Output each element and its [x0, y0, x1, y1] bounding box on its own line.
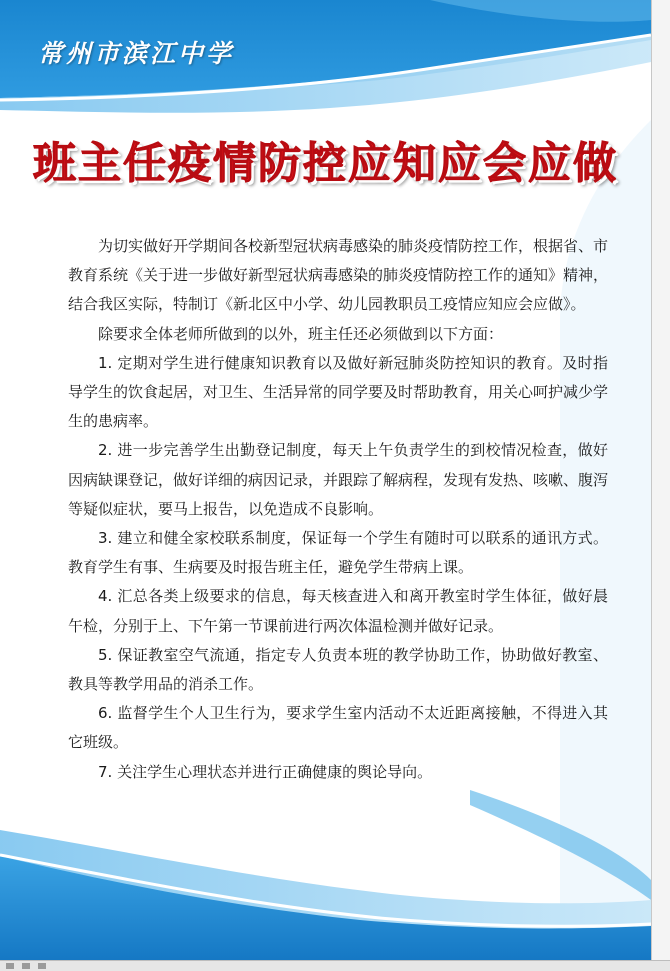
scroll-thumb[interactable]	[22, 963, 30, 969]
paragraph-intro: 为切实做好开学期间各校新型冠状病毒感染的肺炎疫情防控工作，根据省、市教育系统《关于进一步做好新型冠状病毒感染的肺炎疫情防控工作的通知》精神，结合我区实际，特制订《新北区中小学、幼儿园教职员工疫情应知应会应做》。	[68, 237, 609, 314]
scroll-thumb[interactable]	[38, 963, 46, 969]
page-title: 班主任疫情防控应知应会应做	[33, 139, 618, 189]
paragraph-item-7: 7. 关注学生心理状态并进行正确健康的舆论导向。	[98, 762, 433, 781]
scroll-thumb[interactable]	[6, 963, 14, 969]
paragraph-item-4: 4. 汇总各类上级要求的信息，每天核查进入和离开教室时学生体征，做好晨午检，分别于上、下午第一节课前进行两次体温检测并做好记录。	[68, 587, 608, 635]
school-name: 常州市滨江中学	[38, 39, 235, 68]
paragraph-item-6: 6. 监督学生个人卫生行为，要求学生室内活动不太近距离接触，不得进入其它班级。	[68, 704, 608, 752]
viewer-scrollbar[interactable]	[0, 960, 670, 971]
viewer-right-edge	[651, 0, 670, 970]
paragraph-item-3: 3. 建立和健全家校联系制度，保证每一个学生有随时可以联系的通讯方式。教育学生有事、生病要及时报告班主任，避免学生带病上课。	[68, 529, 608, 577]
paragraph-item-1: 1. 定期对学生进行健康知识教育以及做好新冠肺炎防控知识的教育。及时指导学生的饮食起居，对卫生、生活异常的同学要及时帮助教育，用关心呵护减少学生的患病率。	[68, 353, 609, 431]
paragraph-requirements: 除要求全体老师所做到的以外，班主任还必须做到以下方面：	[98, 324, 504, 343]
paragraph-item-5: 5. 保证教室空气流通，指定专人负责本班的教学协助工作，协助做好教室、教具等教学用品的消杀工作。	[68, 645, 608, 694]
paragraph-item-2: 2. 进一步完善学生出勤登记制度，每天上午负责学生的到校情况检查，做好因病缺课登记，做好详细的病因记录，并跟踪了解病程，发现有发热、咳嗽、腹泻等疑似症状，要马上报告，以免造成不良影响。	[68, 441, 609, 518]
notice-body	[68, 232, 608, 787]
